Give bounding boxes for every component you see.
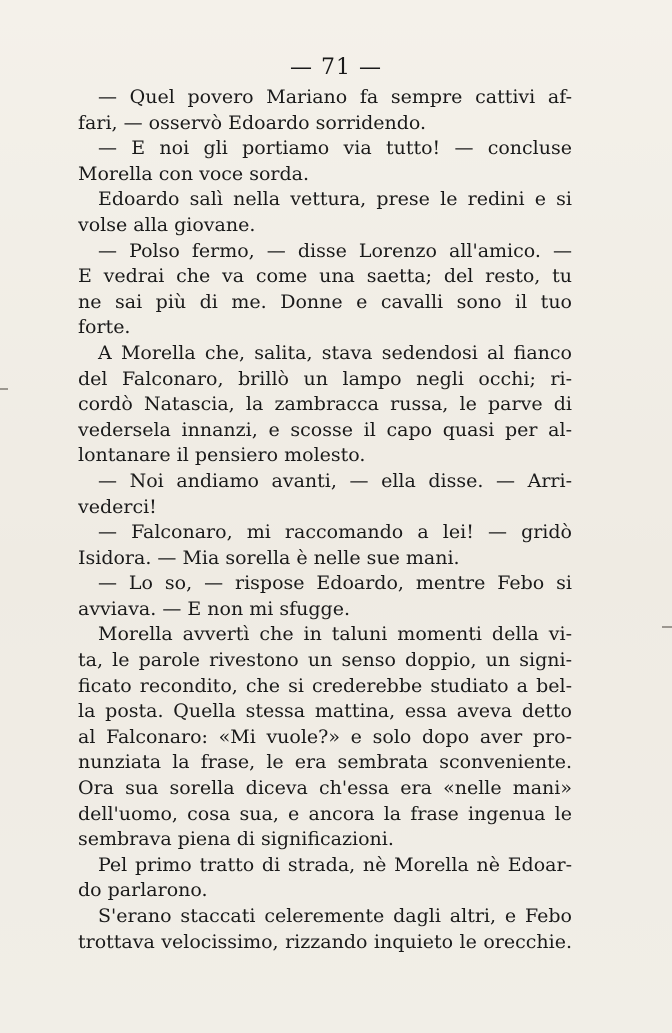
text-line: — Polso fermo, — disse Lorenzo all'amico. —	[98, 239, 572, 262]
text-line: ficato recondito, che si crederebbe studiato a bel-	[78, 674, 572, 697]
text-line: la posta. Quella stessa mattina, essa aveva detto	[78, 700, 572, 723]
text-line: al Falconaro: «Mi vuole?» e solo dopo aver pro-	[78, 725, 572, 748]
text-line: E vedrai che va come una saetta; del resto, tu	[78, 265, 572, 288]
text-line: lontanare il pensiero molesto.	[78, 444, 366, 467]
text-line: Morella avvertì che in taluni momenti della vi-	[98, 623, 572, 646]
text-line: S'erano staccati celeremente dagli altri, e Febo	[98, 905, 572, 927]
body-text	[78, 85, 572, 955]
scan-edge-mark-left	[0, 388, 8, 390]
text-line: — Lo so, — rispose Edoardo, mentre Febo si	[98, 572, 572, 595]
page-number: — 71 —	[290, 55, 382, 80]
text-line: trottava velocissimo, rizzando inquieto le orecchie.	[78, 930, 572, 953]
text-line: del Falconaro, brillò un lampo negli occhi; ri-	[78, 367, 572, 390]
text-line: — Noi andiamo avanti, — ella disse. — Arri-	[98, 469, 572, 492]
text-line: Pel primo tratto di strada, nè Morella nè Edoar-	[98, 853, 572, 876]
text-line: Ora sua sorella diceva ch'essa era «nelle mani»	[78, 777, 572, 800]
text-line: — E noi gli portiamo via tutto! — concluse	[98, 137, 572, 160]
text-line: dell'uomo, cosa sua, e ancora la frase ingenua le	[78, 802, 572, 825]
text-line: — Falconaro, mi raccomando a lei! — gridò	[98, 521, 572, 544]
text-line: cordò Natascia, la zambracca russa, le parve di	[78, 393, 572, 416]
text-line: Isidora. — Mia sorella è nelle sue mani.	[78, 546, 460, 569]
text-line: vederci!	[78, 495, 157, 518]
text-line: Edoardo salì nella vettura, prese le redini e si	[98, 188, 572, 211]
text-line: do parlarono.	[78, 879, 208, 902]
text-line: nunziata la frase, le era sembrata sconveniente.	[78, 751, 572, 774]
text-line: volse alla giovane.	[78, 213, 256, 236]
text-line: ne sai più di me. Donne e cavalli sono il tuo	[78, 290, 572, 313]
text-line: avviava. — E non mi sfugge.	[78, 597, 351, 620]
text-line: fari, — osservò Edoardo sorridendo.	[78, 111, 427, 134]
text-line: vedersela innanzi, e scosse il capo quasi per al-	[78, 418, 572, 441]
scan-edge-mark-right	[662, 626, 672, 628]
text-line: A Morella che, salita, stava sedendosi al fianco	[98, 341, 572, 364]
text-line: forte.	[78, 316, 131, 339]
text-line: Morella con voce sorda.	[78, 162, 309, 185]
text-line: ta, le parole rivestono un senso doppio, un signi-	[78, 649, 572, 672]
text-line: — Quel povero Mariano fa sempre cattivi af-	[98, 86, 572, 108]
text-line: sembrava piena di significazioni.	[78, 828, 394, 851]
